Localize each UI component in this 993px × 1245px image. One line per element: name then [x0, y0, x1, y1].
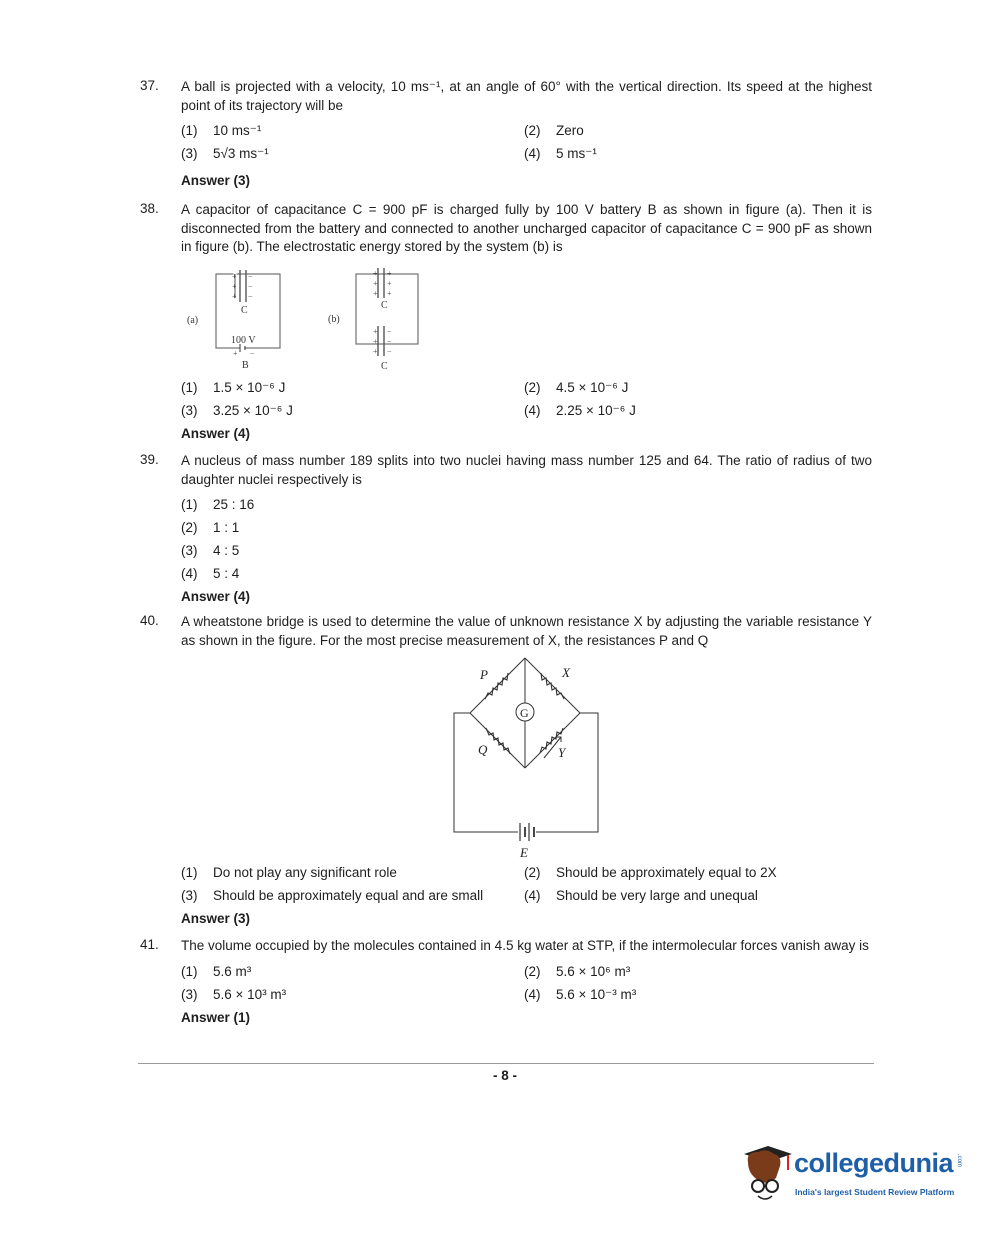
figure-b-label: (b) [328, 314, 340, 325]
question-text: A ball is projected with a velocity, 10 ms⁻¹, at an angle of 60° with the vertical direction. Its speed at the highest point of its trajectory will be [181, 79, 872, 113]
option-4: (4) 5.6 × 10⁻³ m³ [524, 986, 637, 1002]
options [181, 493, 872, 585]
capacitor-label-b-bottom: C [381, 361, 388, 372]
figure-a-label: (a) [187, 315, 199, 326]
option-2: (2) 1 : 1 [181, 520, 240, 535]
arm-Q [470, 713, 525, 768]
minus-mark: − [248, 292, 253, 301]
question-40-options [140, 861, 872, 930]
question-text: A nucleus of mass number 189 splits into two nuclei having mass number 125 and 64. The ratio of radius of two daughter nuclei respectively is [181, 453, 872, 487]
question-text: A capacitor of capacitance C = 900 pF is charged fully by 100 V battery B as shown in figure (a). Then it is disconnected from the battery and connected to another uncharged capacitor of capacitance C = 900 pF as shown in figure (b). The electrostatic energy stored by the system (b) is [181, 202, 872, 254]
options [181, 119, 872, 165]
battery-minus: − [250, 349, 255, 358]
option-1: (1) 5.6 m³ [181, 963, 252, 979]
option-2: (2) Should be approximately equal to 2X [524, 865, 777, 880]
logo-dotcom: .com [956, 1154, 962, 1168]
capacitor-label-a: C [241, 305, 248, 316]
plus-mark: + [387, 289, 392, 298]
plus-mark: + [232, 282, 237, 291]
question-41 [140, 937, 872, 1029]
plus-mark: + [232, 292, 237, 301]
option-3: (3) 5√3 ms⁻¹ [181, 146, 269, 161]
battery-plus: + [233, 349, 238, 358]
options [181, 861, 872, 907]
battery-label: B [242, 360, 249, 371]
label-E: E [520, 845, 528, 860]
plus-mark: + [373, 327, 378, 336]
question-38 [140, 201, 872, 257]
option-3: (3) Should be approximately equal and are small [181, 888, 484, 903]
answer: Answer (3) [181, 173, 251, 188]
capacitor-figure [180, 262, 430, 374]
question-number: 41. [140, 937, 159, 952]
option-1: (1) 25 : 16 [181, 497, 255, 512]
answer: Answer (4) [181, 589, 251, 604]
question-text: The volume occupied by the molecules contained in 4.5 kg water at STP, if the intermolecular forces vanish away is [181, 938, 869, 953]
options [181, 376, 872, 422]
collegedunia-logo[interactable] [736, 1138, 966, 1208]
outer-wire-left [454, 713, 518, 832]
question-37 [140, 78, 872, 192]
minus-mark: − [248, 282, 253, 291]
question-number: 38. [140, 201, 159, 216]
option-2: (2) 4.5 × 10⁻⁶ J [524, 380, 629, 395]
logo-wordmark: collegedunia [794, 1148, 954, 1178]
option-3: (3) 4 : 5 [181, 543, 240, 558]
option-4: (4) 5 ms⁻¹ [524, 146, 597, 161]
capacitor-label-b-top: C [381, 300, 388, 311]
option-3: (3) 3.25 × 10⁻⁶ J [181, 403, 293, 418]
minus-mark: − [387, 337, 392, 346]
minus-mark: − [387, 347, 392, 356]
question-number: 40. [140, 613, 159, 628]
question-number: 39. [140, 452, 159, 467]
option-3: (3) 5.6 × 10³ m³ [181, 986, 287, 1002]
option-2: (2) 5.6 × 10⁶ m³ [524, 963, 631, 979]
plus-mark: + [373, 289, 378, 298]
label-Q: Q [478, 742, 488, 757]
battery-voltage-label: 100 V [231, 335, 256, 346]
option-1: (1) Do not play any significant role [181, 865, 397, 880]
plus-mark: + [373, 337, 378, 346]
option-1: (1) 1.5 × 10⁻⁶ J [181, 380, 286, 395]
option-1: (1) 10 ms⁻¹ [181, 123, 262, 138]
label-G: G [520, 706, 529, 720]
label-Y: Y [558, 745, 566, 760]
question-text: A wheatstone bridge is used to determine the value of unknown resistance X by adjusting the variable resistance Y as shown in the figure. For the most precise measurement of X, the resistances P and Q [181, 614, 872, 648]
plus-mark: + [387, 279, 392, 288]
arm-X [525, 658, 580, 713]
option-4: (4) Should be very large and unequal [524, 888, 758, 903]
option-4: (4) 5 : 4 [181, 566, 240, 581]
plus-mark: + [373, 269, 378, 278]
question-38-options [140, 376, 872, 445]
answer: Answer (1) [181, 1009, 251, 1025]
label-X: X [562, 665, 570, 680]
options [181, 960, 872, 1006]
outer-wire-right [536, 713, 598, 832]
plus-mark: + [373, 279, 378, 288]
footer-divider [138, 1063, 874, 1064]
question-39 [140, 452, 872, 608]
answer: Answer (3) [181, 911, 251, 926]
logo-tagline: India's largest Student Review Platform [795, 1187, 955, 1197]
plus-mark: + [387, 269, 392, 278]
wheatstone-bridge-figure [440, 655, 615, 865]
mascot-icon [736, 1138, 794, 1208]
page-number: - 8 - [492, 1068, 517, 1083]
option-4: (4) 2.25 × 10⁻⁶ J [524, 403, 636, 418]
label-P: P [480, 667, 488, 682]
plus-mark: + [373, 347, 378, 356]
answer: Answer (4) [181, 426, 251, 441]
option-2: (2) Zero [524, 123, 584, 138]
minus-mark: − [248, 272, 253, 281]
arm-Y [525, 713, 580, 768]
plus-mark: + [232, 272, 237, 281]
question-40 [140, 613, 872, 650]
minus-mark: − [387, 327, 392, 336]
question-number: 37. [140, 78, 159, 93]
